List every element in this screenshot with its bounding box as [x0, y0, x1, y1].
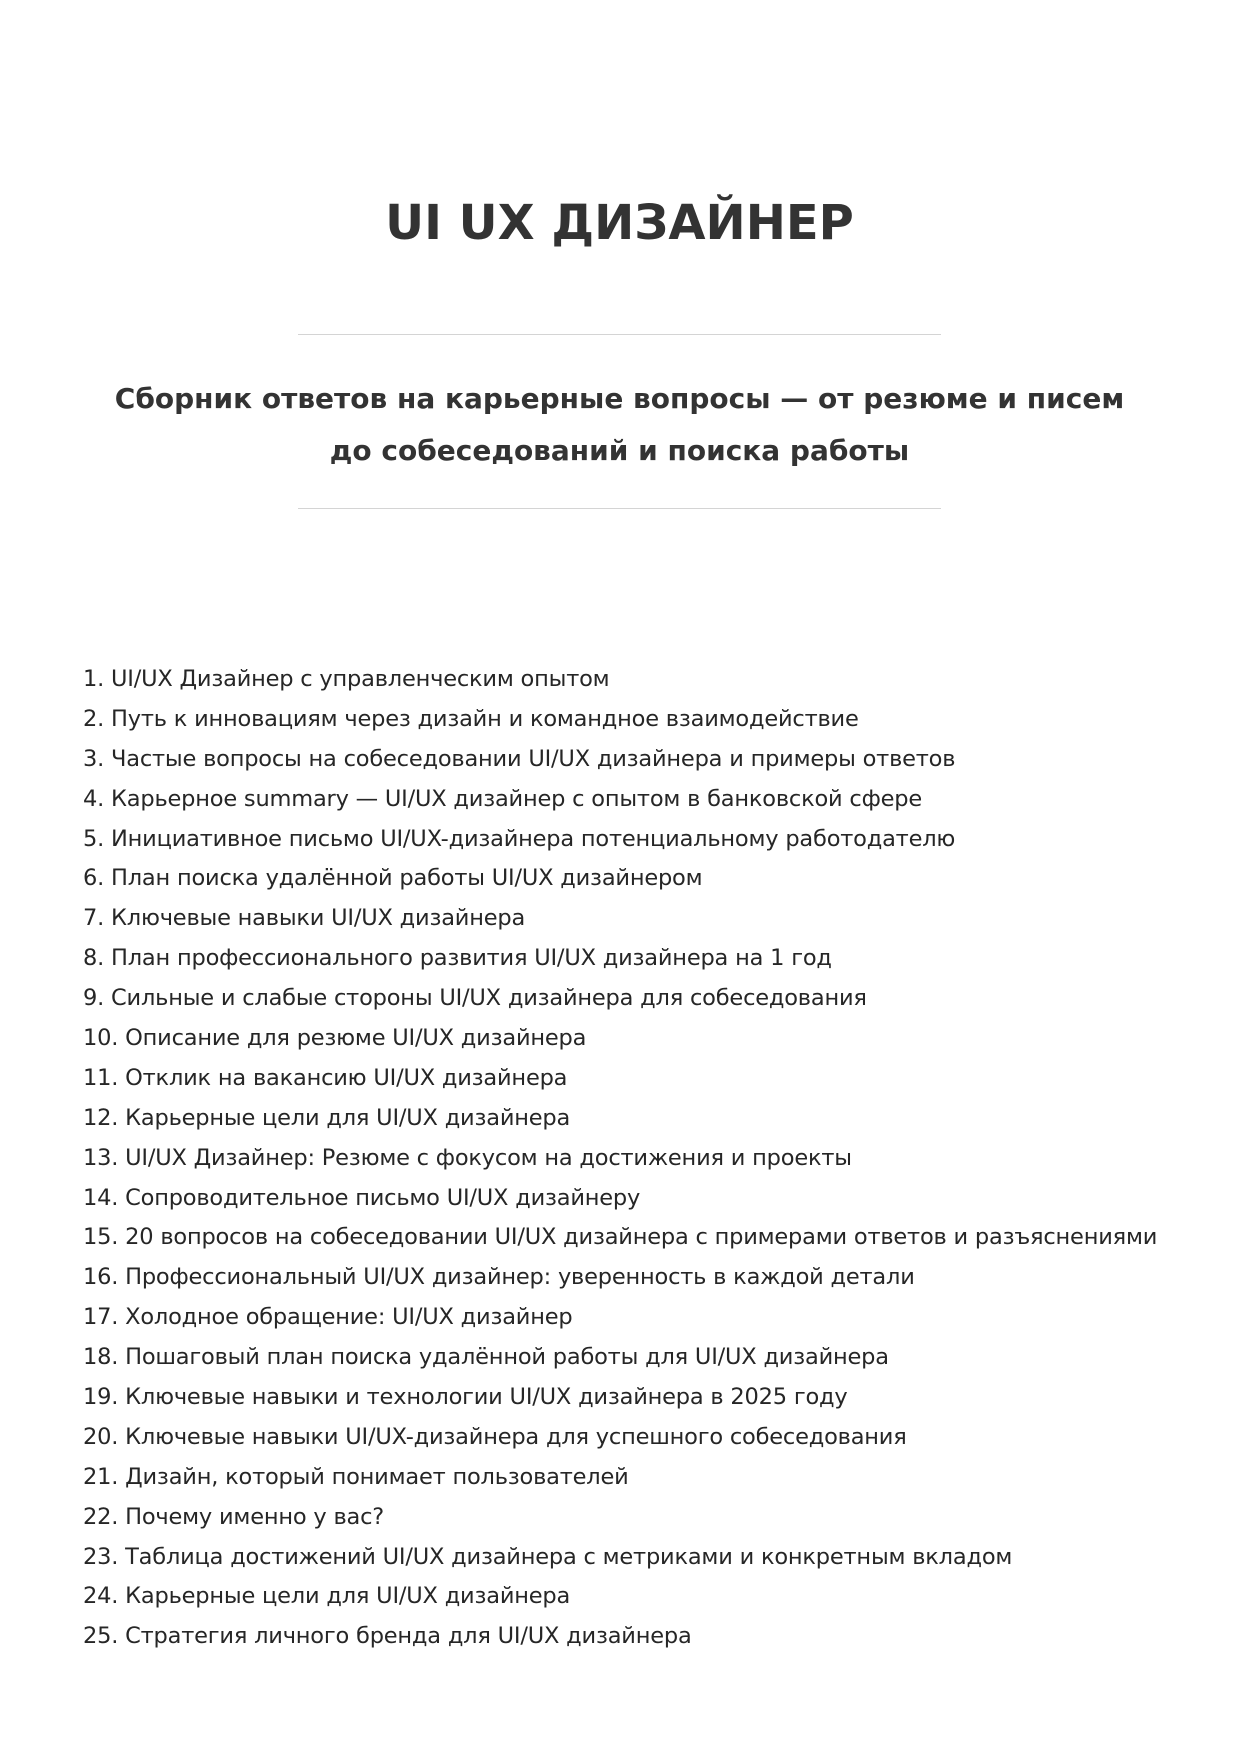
toc-item: 10. Описание для резюме UI/UX дизайнера	[83, 1025, 587, 1052]
toc-item: 22. Почему именно у вас?	[83, 1503, 385, 1530]
divider-top	[298, 334, 941, 335]
toc-item: 2. Путь к инновациям через дизайн и командное взаимодействие	[83, 705, 859, 732]
table-of-contents	[83, 660, 1203, 1657]
toc-item: 7. Ключевые навыки UI/UX дизайнера	[83, 905, 526, 932]
toc-item: 11. Отклик на вакансию UI/UX дизайнера	[83, 1064, 568, 1091]
toc-item: 9. Сильные и слабые стороны UI/UX дизайнера для собеседования	[83, 985, 867, 1012]
toc-item: 1. UI/UX Дизайнер с управленческим опытом	[83, 666, 610, 692]
toc-item: 18. Пошаговый план поиска удалённой работы для UI/UX дизайнера	[83, 1344, 889, 1371]
toc-item: 25. Стратегия личного бренда для UI/UX дизайнера	[83, 1623, 692, 1650]
toc-item: 4. Карьерное summary — UI/UX дизайнер с опытом в банковской сфере	[83, 785, 923, 812]
toc-item: 23. Таблица достижений UI/UX дизайнера с метриками и конкретным вкладом	[83, 1543, 1013, 1570]
toc-item: 13. UI/UX Дизайнер: Резюме с фокусом на достижения и проекты	[83, 1144, 852, 1171]
toc-item: 15. 20 вопросов на собеседовании UI/UX дизайнера с примерами ответов и разъяснениями	[83, 1224, 1158, 1251]
page-title: UI UX ДИЗАЙНЕР	[385, 195, 854, 251]
toc-item: 14. Сопроводительное письмо UI/UX дизайнеру	[83, 1184, 641, 1211]
toc-item: 5. Инициативное письмо UI/UX-дизайнера потенциальному работодателю	[83, 825, 956, 852]
toc-item: 3. Частые вопросы на собеседовании UI/UX дизайнера и примеры ответов	[83, 745, 956, 772]
toc-item: 17. Холодное обращение: UI/UX дизайнер	[83, 1304, 573, 1331]
toc-item: 21. Дизайн, который понимает пользователей	[83, 1463, 629, 1490]
toc-item: 24. Карьерные цели для UI/UX дизайнера	[83, 1583, 571, 1610]
toc-item: 12. Карьерные цели для UI/UX дизайнера	[83, 1104, 571, 1131]
toc-item: 8. План профессионального развития UI/UX дизайнера на 1 год	[83, 945, 832, 972]
toc-item: 20. Ключевые навыки UI/UX-дизайнера для успешного собеседования	[83, 1423, 907, 1450]
toc-item: 6. План поиска удалённой работы UI/UX дизайнером	[83, 865, 703, 892]
divider-bottom	[298, 508, 941, 509]
toc-item: 16. Профессиональный UI/UX дизайнер: уверенность в каждой детали	[83, 1264, 915, 1291]
page-subtitle: Сборник ответов на карьерные вопросы — от резюме и писем до собеседований и поиска работы	[114, 382, 1125, 467]
toc-item: 19. Ключевые навыки и технологии UI/UX дизайнера в 2025 году	[83, 1384, 848, 1411]
